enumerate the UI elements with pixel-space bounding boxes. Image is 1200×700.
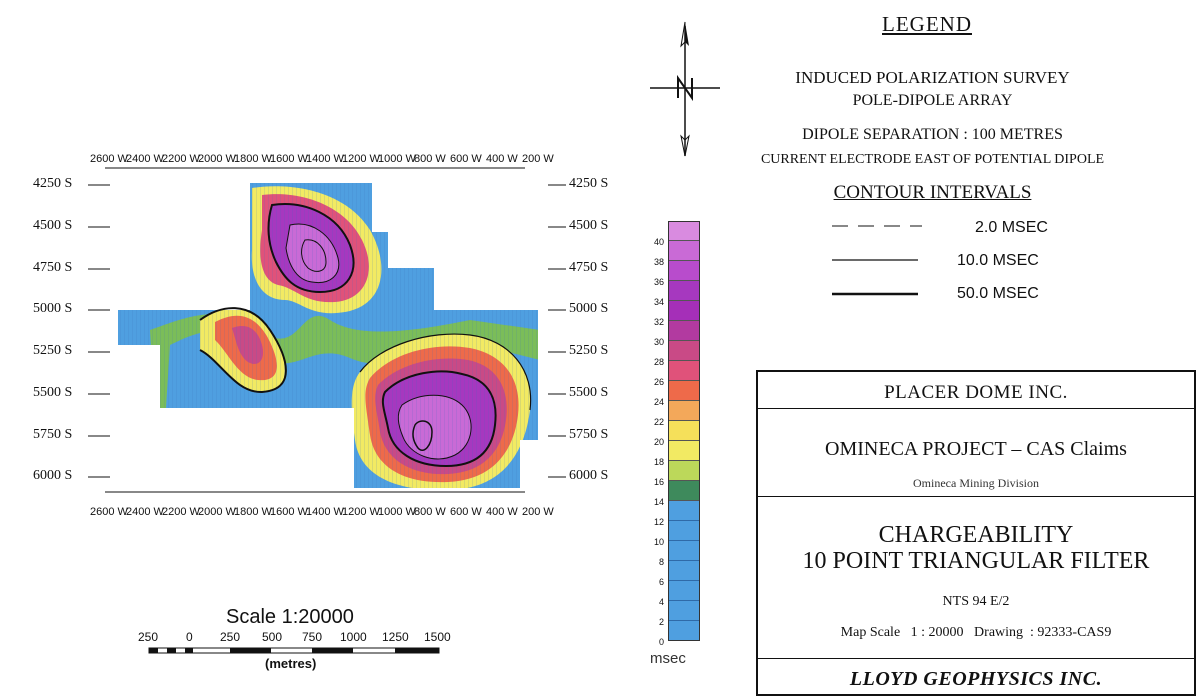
colorbar-tick: 28	[653, 357, 664, 367]
project-name: OMINECA PROJECT – CAS Claims	[825, 438, 1127, 460]
scale-title: Scale 1:20000	[226, 606, 354, 628]
colorbar-tick: 38	[653, 257, 664, 267]
top-tick: 2600 W	[90, 153, 128, 165]
top-tick: 1200 W	[342, 153, 380, 165]
contractor-name: LLOYD GEOPHYSICS INC.	[849, 668, 1103, 690]
top-tick: 200 W	[522, 153, 554, 165]
bottom-tick: 1000 W	[378, 506, 416, 518]
bottom-tick: 1800 W	[234, 506, 272, 518]
nts-sheet: NTS 94 E/2	[942, 594, 1010, 609]
bottom-tick: 600 W	[450, 506, 482, 518]
contour-label-2: 2.0 MSEC	[975, 219, 1048, 236]
map-title-line2: 10 POINT TRIANGULAR FILTER	[802, 548, 1150, 574]
colorbar-tick: 0	[658, 637, 664, 647]
scale-tick: 1500	[424, 630, 451, 644]
colorbar-tick: 24	[653, 397, 664, 407]
colorbar-tick: 6	[658, 577, 664, 587]
bottom-tick: 1200 W	[342, 506, 380, 518]
colorbar-tick: 10	[653, 537, 664, 547]
colorbar-tick: 16	[653, 477, 664, 487]
colorbar-tick: 4	[658, 597, 664, 607]
contour-sample-thick	[832, 286, 922, 302]
colorbar-tick: 22	[653, 417, 664, 427]
mining-division: Omineca Mining Division	[913, 476, 1039, 490]
contour-heading: CONTOUR INTERVALS	[833, 182, 1032, 203]
colorbar-tick: 26	[653, 377, 664, 387]
bottom-tick: 2200 W	[162, 506, 200, 518]
northing-label: 4500 S	[33, 218, 73, 233]
title-block	[756, 370, 1196, 696]
scale-tick: 750	[302, 630, 323, 644]
scale-tick: 250	[138, 630, 159, 644]
legend-title: LEGEND	[882, 12, 972, 36]
chargeability-map	[0, 0, 640, 520]
top-tick: 400 W	[486, 153, 518, 165]
scale-tick: 1250	[382, 630, 409, 644]
bottom-tick: 1400 W	[306, 506, 344, 518]
colorbar-tick: 18	[653, 457, 664, 467]
contour-sample-dashed	[832, 218, 922, 234]
dipole-separation: DIPOLE SEPARATION : 100 METRES	[802, 126, 1063, 143]
northing-label: 6000 S	[33, 468, 73, 483]
scale-tick: 1000	[340, 630, 367, 644]
contour-label-50: 50.0 MSEC	[957, 285, 1039, 302]
colorbar-tick: 32	[653, 317, 664, 327]
bottom-tick: 800 W	[414, 506, 446, 518]
contour-label-10: 10.0 MSEC	[957, 252, 1039, 269]
scale-tick: 500	[262, 630, 283, 644]
survey-type: INDUCED POLARIZATION SURVEY	[795, 68, 1070, 87]
colorbar-tick: 30	[653, 337, 664, 347]
map-scale-drawing: Map Scale 1 : 20000 Drawing : 92333-CAS9	[840, 625, 1112, 640]
colorbar-tick: 20	[653, 437, 664, 447]
northing-label: 5250 S	[569, 343, 609, 358]
northing-label: 5750 S	[569, 427, 609, 442]
array-type: POLE-DIPOLE ARRAY	[852, 92, 1013, 109]
scale-bar	[145, 646, 445, 656]
colorbar-tick: 14	[653, 497, 664, 507]
top-tick: 600 W	[450, 153, 482, 165]
bottom-tick: 2000 W	[198, 506, 236, 518]
northing-label: 5500 S	[33, 385, 73, 400]
bottom-tick: 200 W	[522, 506, 554, 518]
bottom-tick: 2600 W	[90, 506, 128, 518]
company-name: PLACER DOME INC.	[884, 382, 1068, 403]
northing-label: 4500 S	[569, 218, 609, 233]
northing-label: 4250 S	[569, 176, 609, 191]
colorbar-tick: 40	[653, 237, 664, 247]
top-tick: 2000 W	[198, 153, 236, 165]
northing-label: 5750 S	[33, 427, 73, 442]
colorbar-frame	[668, 221, 700, 641]
top-tick: 1000 W	[378, 153, 416, 165]
map-title-line1: CHARGEABILITY	[878, 522, 1074, 548]
northing-label: 5500 S	[569, 385, 609, 400]
electrode-note: CURRENT ELECTRODE EAST OF POTENTIAL DIPOLE	[760, 152, 1105, 167]
scale-unit: (metres)	[265, 656, 317, 671]
colorbar-unit: msec	[650, 650, 686, 667]
bottom-tick: 1600 W	[270, 506, 308, 518]
colorbar-tick: 34	[653, 297, 664, 307]
top-tick: 800 W	[414, 153, 446, 165]
colorbar-tick: 8	[658, 557, 664, 567]
top-tick: 2400 W	[126, 153, 164, 165]
colorbar-tick: 2	[658, 617, 664, 627]
northing-label: 5000 S	[33, 301, 73, 316]
top-tick: 1600 W	[270, 153, 308, 165]
northing-label: 4750 S	[569, 260, 609, 275]
bottom-tick: 2400 W	[126, 506, 164, 518]
northing-label: 6000 S	[569, 468, 609, 483]
top-tick: 1400 W	[306, 153, 344, 165]
colorbar-tick: 12	[653, 517, 664, 527]
northing-label: 5000 S	[569, 301, 609, 316]
scale-tick: 250	[220, 630, 241, 644]
scale-tick: 0	[186, 630, 193, 644]
bottom-tick: 400 W	[486, 506, 518, 518]
northing-label: 4250 S	[33, 176, 73, 191]
colorbar-tick: 36	[653, 277, 664, 287]
north-arrow-icon	[645, 18, 725, 160]
top-tick: 1800 W	[234, 153, 272, 165]
northing-label: 5250 S	[33, 343, 73, 358]
northing-label: 4750 S	[33, 260, 73, 275]
contour-sample-thin	[832, 252, 922, 268]
top-tick: 2200 W	[162, 153, 200, 165]
